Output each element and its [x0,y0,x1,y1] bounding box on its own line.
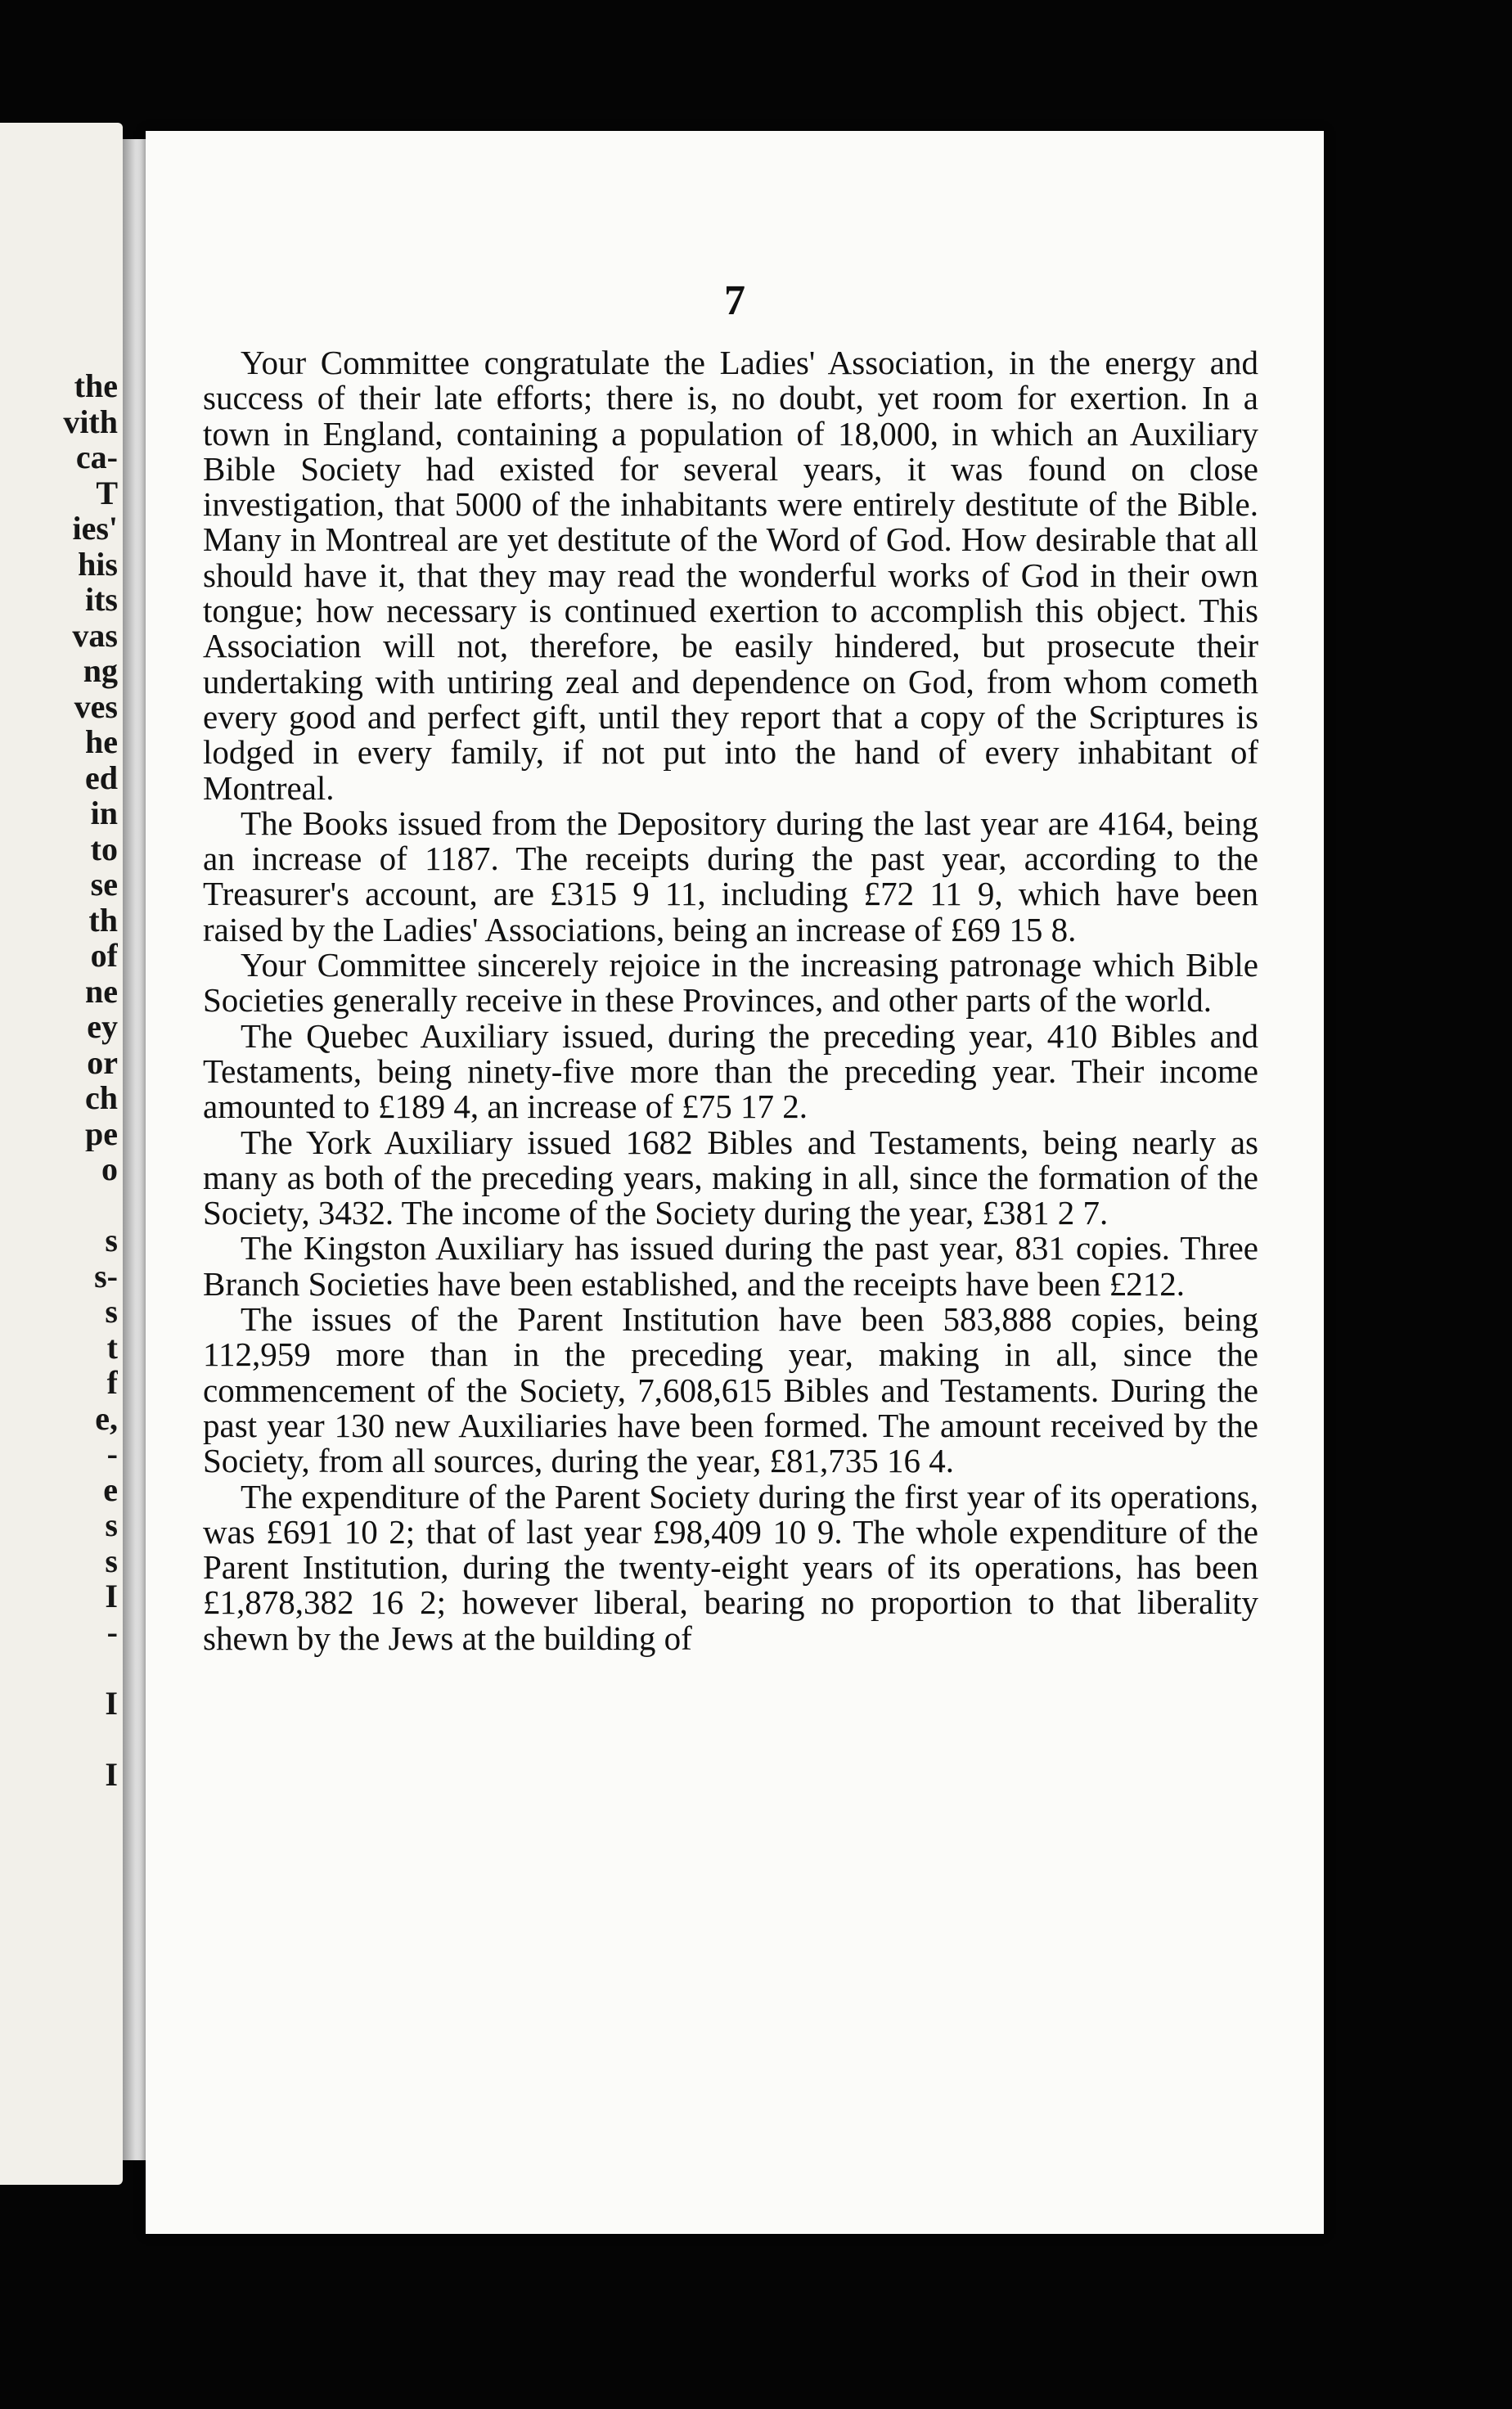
facing-page-fragment: s [105,1223,118,1259]
facing-page-fragment: s [105,1507,118,1543]
facing-page-fragment: ed [85,759,118,795]
facing-page-fragment: its [85,582,118,618]
facing-page-fragment: t [106,1329,118,1365]
facing-page-fragment: e, [95,1400,118,1436]
paragraph: The Kingston Auxiliary has issued during the past year, 831 copies. Three Branch Societies have been established, and the receipts have been £212. [203,1229,1258,1303]
facing-page-fragment: ch [85,1080,118,1116]
facing-page-fragment: - [106,1436,118,1472]
facing-page-fragment [3,1187,118,1223]
paragraph: The issues of the Parent Institution have been 583,888 copies, being 112,959 more than in the preceding year, making in all, since the commencement of the Society, 7,608,615 Bibles and Testaments. During the past year 130 new Auxiliaries have been formed. The amount received by the Society, from all sources, during the year, £81,735 16 4. [203,1300,1258,1480]
paragraph: The Quebec Auxiliary issued, during the preceding year, 410 Bibles and Testaments, being ninety-five more than the preceding year. Their income amounted to £189 4, an increase of £75 17 2. [203,1016,1258,1126]
facing-page-fragment: vith [63,403,118,439]
facing-page-fragment [3,1650,118,1686]
paragraph: Your Committee sincerely rejoice in the increasing patronage which Bible Societies generally receive in these Provinces, and other parts of the world. [203,946,1258,1020]
facing-page-fragment: ey [87,1009,118,1045]
facing-page-fragment: vas [72,617,118,653]
facing-page-fragment: ca- [75,439,118,475]
facing-page-text [3,368,118,1792]
facing-page-fragment: s [105,1294,118,1330]
facing-page [0,123,123,2185]
facing-page-fragment: to [90,831,118,867]
facing-page-fragment: e [103,1471,118,1507]
facing-page-fragment: in [90,795,118,831]
facing-page-fragment: I [105,1756,118,1792]
facing-page-fragment: pe [85,1115,118,1151]
paragraph: The Books issued from the Depository during the last year are 4164, being an increase of 1187. The receipts during the past year, according to the Treasurer's account, are £315 9 11, including £72 11 9, which have been raised by the Ladies' Associations, being an increase of £69 15 8. [203,804,1258,948]
paragraph: The York Auxiliary issued 1682 Bibles and Testaments, being nearly as many as both of the preceding years, making in all, since the formation of the Society, 3432. The income of the Society during the year, £381 2 7. [203,1123,1258,1232]
facing-page-fragment: - [106,1614,118,1650]
facing-page-fragment: or [87,1044,118,1080]
facing-page-fragment: ng [83,653,118,689]
facing-page-fragment: th [88,902,118,938]
facing-page-fragment [3,1721,118,1757]
facing-page-fragment: of [90,938,118,974]
facing-page-fragment: s- [94,1258,118,1294]
facing-page-fragment: T [96,475,118,511]
facing-page-fragment: I [105,1578,118,1614]
facing-page-fragment: his [78,546,118,582]
facing-page-fragment: ne [85,973,118,1009]
facing-page-fragment: ies' [72,511,118,547]
page [146,131,1324,2234]
facing-page-fragment: the [74,368,118,404]
facing-page-fragment: o [101,1151,118,1187]
facing-page-fragment: I [105,1685,118,1721]
facing-page-fragment: ves [74,688,118,724]
body-text [203,345,1258,1656]
facing-page-fragment: se [90,867,118,903]
facing-page-fragment: he [85,724,118,760]
paragraph: The expenditure of the Parent Society during the first year of its operations, was £691 10 2; that of last year £98,409 10 9. The whole expenditure of the Parent Institution, during the twenty-eight years of its operations, has been £1,878,382 16 2; however liberal, bearing no proportion to that liberality shewn by the Jews at the building of [203,1477,1258,1657]
page-number: 7 [724,277,745,324]
facing-page-fragment: f [106,1365,118,1401]
facing-page-fragment: s [105,1542,118,1578]
paragraph: Your Committee congratulate the Ladies' Association, in the energy and success of their late efforts; there is, no doubt, yet room for exertion. In a town in England, containing a population of 18,000, in which an Auxiliary Bible Society had existed for several years, it was found on close investigation, that 5000 of the inhabitants were entirely destitute of the Bible. Many in Montreal are yet destitute of the Word of God. How desirable that all should have it, that they may read the wonderful works of God in their own tongue; how necessary is continued exertion to accomplish this object. This Association will not, therefore, be easily hindered, but prosecute their undertaking with untiring zeal and dependence on God, from whom cometh every good and perfect gift, until they report that a copy of the Scriptures is lodged in every family, if not put into the hand of every inhabitant of Montreal. [203,344,1258,807]
